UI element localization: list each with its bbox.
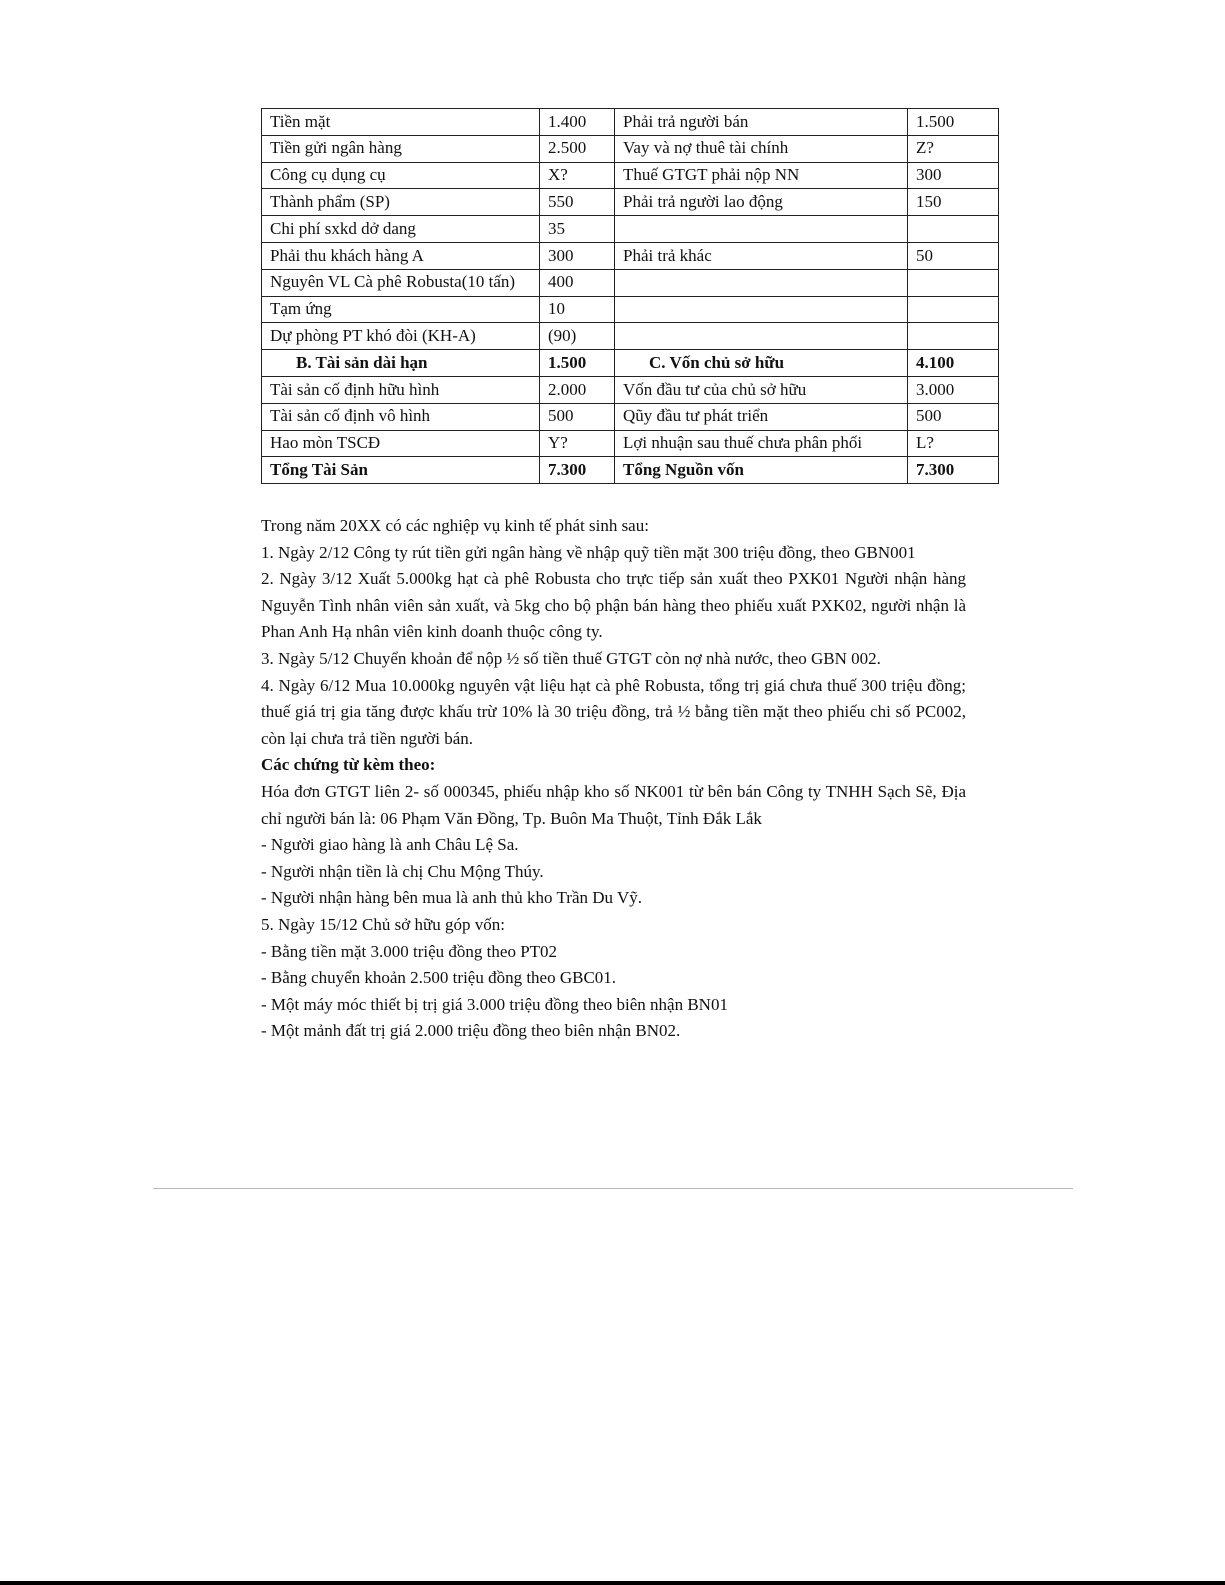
table-row <box>262 242 999 269</box>
table-row <box>262 376 999 403</box>
capital-label-cell: Vay và nợ thuê tài chính <box>615 135 908 162</box>
contribution-transfer: - Bằng chuyển khoản 2.500 triệu đồng theo GBC01. <box>261 968 617 988</box>
contribution-cash: - Bằng tiền mặt 3.000 triệu đồng theo PT02 <box>261 941 558 961</box>
bottom-edge-bar <box>0 1581 1225 1585</box>
asset-label-cell: Tài sản cố định vô hình <box>262 403 540 430</box>
table-row <box>262 296 999 323</box>
transaction-3: 3. Ngày 5/12 Chuyển khoản để nộp ½ số tiền thuế GTGT còn nợ nhà nước, theo GBN 002. <box>261 648 881 668</box>
asset-value-cell: 1.500 <box>540 350 615 377</box>
invoice-paragraph: Hóa đơn GTGT liên 2- số 000345, phiếu nhập kho số NK001 từ bên bán Công ty TNHH Sạch Sẽ, Địa chỉ người bán là: 06 Phạm Văn Đồng, Tp. Buôn Ma Thuột, Tỉnh Đắk Lắk <box>261 781 966 828</box>
transaction-2: 2. Ngày 3/12 Xuất 5.000kg hạt cà phê Robusta cho trực tiếp sản xuất theo PXK01 Người nhận hàng Nguyễn Tình nhân viên sản xuất, và 5kg cho bộ phận bán hàng theo phiếu xuất PXK02, người nhận là Phan Anh Hạ nhân viên kinh doanh thuộc công ty. <box>261 569 966 642</box>
table-row <box>262 189 999 216</box>
asset-label-cell: B. Tài sản dài hạn <box>262 350 540 377</box>
documents-heading: Các chứng từ kèm theo: <box>261 755 436 775</box>
asset-value-cell: 7.300 <box>540 457 615 484</box>
deliverer-line: - Người giao hàng là anh Châu Lệ Sa. <box>261 835 519 855</box>
capital-value-cell: 50 <box>908 242 999 269</box>
capital-label-cell <box>615 269 908 296</box>
capital-label-cell: Thuế GTGT phải nộp NN <box>615 162 908 189</box>
capital-value-cell <box>908 323 999 350</box>
asset-label-cell: Hao mòn TSCĐ <box>262 430 540 457</box>
asset-label-cell: Công cụ dụng cụ <box>262 162 540 189</box>
table-row <box>262 457 999 484</box>
transaction-1: 1. Ngày 2/12 Công ty rút tiền gửi ngân hàng về nhập quỹ tiền mặt 300 triệu đồng, theo GBN001 <box>261 542 916 562</box>
capital-value-cell: 150 <box>908 189 999 216</box>
capital-value-cell: 7.300 <box>908 457 999 484</box>
table-row <box>262 216 999 243</box>
capital-value-cell: 4.100 <box>908 350 999 377</box>
payee-line: - Người nhận tiền là chị Chu Mộng Thúy. <box>261 861 544 881</box>
capital-label-cell: Phải trả khác <box>615 242 908 269</box>
asset-value-cell: 400 <box>540 269 615 296</box>
capital-value-cell: 300 <box>908 162 999 189</box>
table-row <box>262 350 999 377</box>
table-row <box>262 109 999 136</box>
table-row <box>262 269 999 296</box>
asset-label-cell: Tổng Tài Sản <box>262 457 540 484</box>
asset-value-cell: X? <box>540 162 615 189</box>
capital-value-cell: 3.000 <box>908 376 999 403</box>
contribution-land: - Một mảnh đất trị giá 2.000 triệu đồng theo biên nhận BN02. <box>261 1021 681 1041</box>
capital-label-cell <box>615 296 908 323</box>
capital-label-cell: Qũy đầu tư phát triển <box>615 403 908 430</box>
capital-label-cell <box>615 323 908 350</box>
asset-value-cell: 500 <box>540 403 615 430</box>
intro-paragraph: Trong năm 20XX có các nghiệp vụ kinh tế phát sinh sau: <box>261 516 649 535</box>
balance-sheet-table <box>261 108 999 484</box>
transaction-4: 4. Ngày 6/12 Mua 10.000kg nguyên vật liệu hạt cà phê Robusta, tổng trị giá chưa thuế 300 triệu đồng; thuế giá trị gia tăng được khấu trừ 10% là 30 triệu đồng, trả ½ bằng tiền mặt theo phiếu chi số PC002, còn lại chưa trả tiền người bán. <box>261 675 966 748</box>
asset-value-cell: 35 <box>540 216 615 243</box>
capital-label-cell: C. Vốn chủ sở hữu <box>615 350 908 377</box>
asset-value-cell: 2.000 <box>540 376 615 403</box>
asset-label-cell: Tiền mặt <box>262 109 540 136</box>
asset-label-cell: Dự phòng PT khó đòi (KH-A) <box>262 323 540 350</box>
capital-value-cell: L? <box>908 430 999 457</box>
asset-value-cell: (90) <box>540 323 615 350</box>
transactions-text <box>261 513 966 1045</box>
asset-label-cell: Tài sản cố định hữu hình <box>262 376 540 403</box>
capital-value-cell <box>908 269 999 296</box>
transaction-5: 5. Ngày 15/12 Chủ sở hữu góp vốn: <box>261 914 505 934</box>
capital-label-cell: Phải trả người bán <box>615 109 908 136</box>
asset-value-cell: 1.400 <box>540 109 615 136</box>
capital-value-cell: 500 <box>908 403 999 430</box>
asset-value-cell: 300 <box>540 242 615 269</box>
capital-label-cell: Lợi nhuận sau thuế chưa phân phối <box>615 430 908 457</box>
asset-value-cell: 2.500 <box>540 135 615 162</box>
asset-label-cell: Thành phẩm (SP) <box>262 189 540 216</box>
table-row <box>262 135 999 162</box>
capital-value-cell: 1.500 <box>908 109 999 136</box>
capital-value-cell <box>908 296 999 323</box>
capital-label-cell: Phải trả người lao động <box>615 189 908 216</box>
asset-label-cell: Phải thu khách hàng A <box>262 242 540 269</box>
capital-label-cell: Vốn đầu tư của chủ sở hữu <box>615 376 908 403</box>
asset-label-cell: Nguyên VL Cà phê Robusta(10 tấn) <box>262 269 540 296</box>
asset-value-cell: 10 <box>540 296 615 323</box>
table-row <box>262 323 999 350</box>
capital-value-cell <box>908 216 999 243</box>
receiver-line: - Người nhận hàng bên mua là anh thủ kho Trần Du Vỹ. <box>261 888 642 908</box>
capital-label-cell: Tổng Nguồn vốn <box>615 457 908 484</box>
asset-label-cell: Tiền gửi ngân hàng <box>262 135 540 162</box>
balance-sheet-body <box>262 109 999 484</box>
capital-value-cell: Z? <box>908 135 999 162</box>
asset-value-cell: Y? <box>540 430 615 457</box>
capital-label-cell <box>615 216 908 243</box>
table-row <box>262 403 999 430</box>
table-row <box>262 430 999 457</box>
asset-value-cell: 550 <box>540 189 615 216</box>
page-divider <box>153 1188 1073 1189</box>
contribution-machine: - Một máy móc thiết bị trị giá 3.000 triệu đồng theo biên nhận BN01 <box>261 994 728 1014</box>
table-row <box>262 162 999 189</box>
asset-label-cell: Chi phí sxkd dở dang <box>262 216 540 243</box>
asset-label-cell: Tạm ứng <box>262 296 540 323</box>
